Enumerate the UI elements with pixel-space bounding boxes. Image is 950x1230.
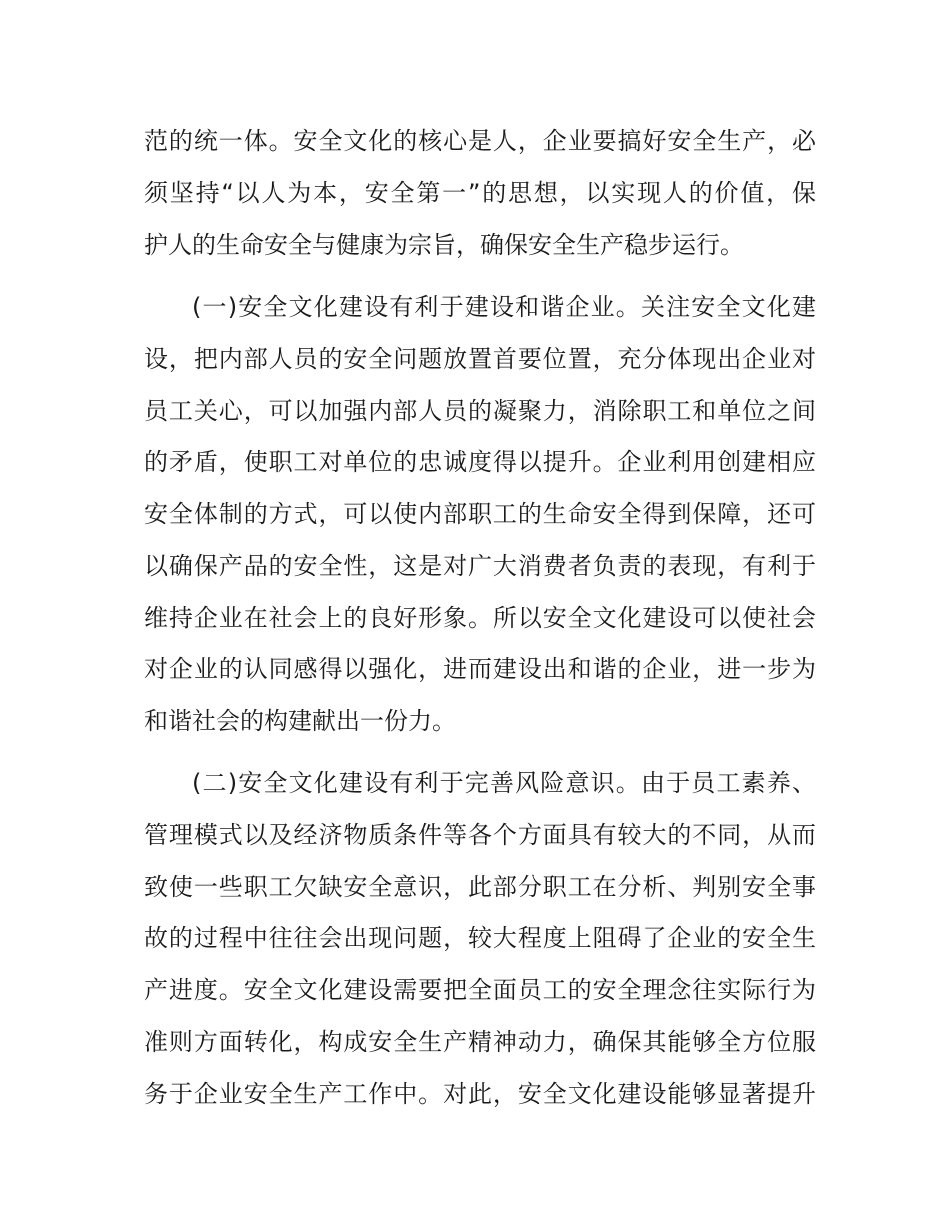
paragraph-line: (一)安全文化建设有利于建设和谐企业。关注安全文化建: [192, 293, 816, 321]
paragraph-line: 安全体制的方式，可以使内部职工的生命安全得到保障，还可: [144, 500, 816, 528]
paragraph-line: 设，把内部人员的安全问题放置首要位置，充分体现出企业对: [144, 345, 816, 373]
paragraph-line: 的矛盾，使职工对单位的忠诚度得以提升。企业利用创建相应: [144, 448, 816, 476]
paragraph-line: 员工关心，可以加强内部人员的凝聚力，消除职工和单位之间: [144, 397, 816, 425]
paragraph-line: 以确保产品的安全性，这是对广大消费者负责的表现，有利于: [144, 552, 816, 580]
paragraph-line: 和谐社会的构建献出一份力。: [144, 707, 456, 735]
paragraph-line: (二)安全文化建设有利于完善风险意识。由于员工素养、: [192, 769, 816, 797]
paragraph-line: 须坚持“以人为本，安全第一”的思想，以实现人的价值，保: [144, 179, 816, 207]
paragraph-line: 准则方面转化，构成安全生产精神动力，确保其能够全方位服: [144, 1028, 816, 1056]
paragraph-line: 务于企业安全生产工作中。对此，安全文化建设能够显著提升: [144, 1080, 816, 1108]
paragraph-line: 对企业的认同感得以强化，进而建设出和谐的企业，进一步为: [144, 655, 816, 683]
paragraph-line: 管理模式以及经济物质条件等各个方面具有较大的不同，从而: [144, 821, 816, 849]
paragraph-line: 产进度。安全文化建设需要把全面员工的安全理念往实际行为: [144, 976, 816, 1004]
paragraph-line: 护人的生命安全与健康为宗旨，确保安全生产稳步运行。: [144, 231, 744, 259]
paragraph-line: 故的过程中往往会出现问题，较大程度上阻碍了企业的安全生: [144, 924, 816, 952]
paragraph-line: 范的统一体。安全文化的核心是人，企业要搞好安全生产，必: [144, 127, 816, 155]
paragraph-line: 致使一些职工欠缺安全意识，此部分职工在分析、判别安全事: [144, 873, 816, 901]
paragraph-line: 维持企业在社会上的良好形象。所以安全文化建设可以使社会: [144, 604, 816, 632]
